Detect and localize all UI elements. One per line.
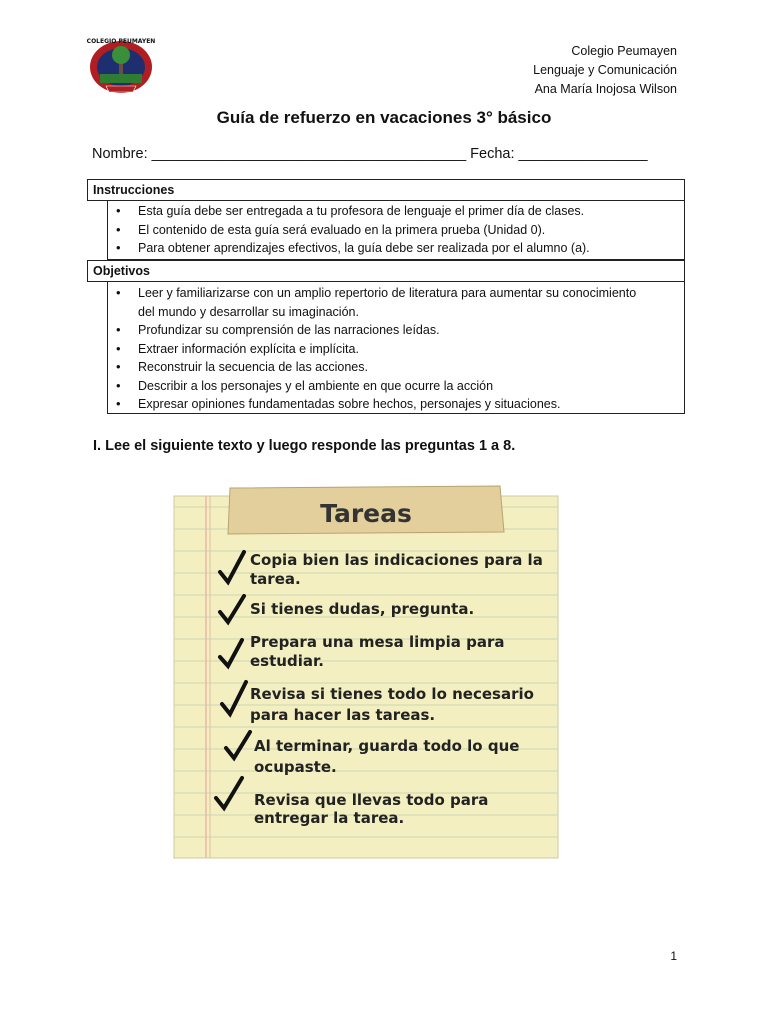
list-item: • Para obtener aprendizajes efectivos, la guía debe ser realizada por el alumno (a). xyxy=(108,239,684,258)
task-line: Al terminar, guarda todo lo que xyxy=(254,737,520,755)
list-item: • Describir a los personajes y el ambiente en que ocurre la acción xyxy=(108,377,684,396)
list-item: • Profundizar su comprensión de las narraciones leídas. xyxy=(108,321,684,340)
task-line: Revisa que llevas todo para xyxy=(254,791,489,809)
list-item: • Reconstruir la secuencia de las acciones. xyxy=(108,358,684,377)
question-heading: I. Lee el siguiente texto y luego responde las preguntas 1 a 8. xyxy=(93,438,516,454)
school-name: Colegio Peumayen xyxy=(571,44,677,58)
logo-text: COLEGIO PEUMAYEN xyxy=(86,38,156,45)
list-item: • Leer y familiarizarse con un amplio repertorio de literatura para aumentar su conocimiento del mundo y desarrollar su imaginación. xyxy=(108,284,684,321)
tareas-title: Tareas xyxy=(320,499,412,528)
task-line: Revisa si tienes todo lo necesario xyxy=(250,685,534,703)
objectives-list xyxy=(107,281,685,414)
instructions-list xyxy=(107,200,685,260)
task-line: tarea. xyxy=(250,570,301,588)
task-line: estudiar. xyxy=(250,652,324,670)
teacher-name: Ana María Inojosa Wilson xyxy=(534,82,677,96)
subject-name: Lenguaje y Comunicación xyxy=(533,63,677,77)
tareas-note-image xyxy=(170,482,562,860)
list-item: • Expresar opiniones fundamentadas sobre hechos, personajes y situaciones. xyxy=(108,395,684,414)
list-item: • El contenido de esta guía será evaluado en la primera prueba (Unidad 0). xyxy=(108,221,684,240)
page-number: 1 xyxy=(670,949,677,963)
task-line: Si tienes dudas, pregunta. xyxy=(250,600,475,618)
instructions-heading: Instrucciones xyxy=(87,179,685,201)
date-field[interactable]: ________________ xyxy=(518,146,648,162)
name-field[interactable]: _______________________________________ xyxy=(151,146,467,162)
list-item: • Extraer información explícita e implícita. xyxy=(108,340,684,359)
page-title: Guía de refuerzo en vacaciones 3° básico xyxy=(216,108,552,127)
name-label: Nombre: xyxy=(92,146,152,162)
name-date-row xyxy=(92,146,648,162)
school-logo xyxy=(86,34,156,100)
task-line: Copia bien las indicaciones para la xyxy=(250,551,543,569)
objectives-heading: Objetivos xyxy=(87,260,685,282)
task-line: Prepara una mesa limpia para xyxy=(250,633,505,651)
list-item: • Esta guía debe ser entregada a tu profesora de lenguaje el primer día de clases. xyxy=(108,202,684,221)
header-info xyxy=(533,42,677,99)
task-line: ocupaste. xyxy=(254,758,337,776)
date-label: Fecha: xyxy=(466,146,519,162)
task-line: entregar la tarea. xyxy=(254,809,405,827)
task-line: para hacer las tareas. xyxy=(250,706,436,724)
